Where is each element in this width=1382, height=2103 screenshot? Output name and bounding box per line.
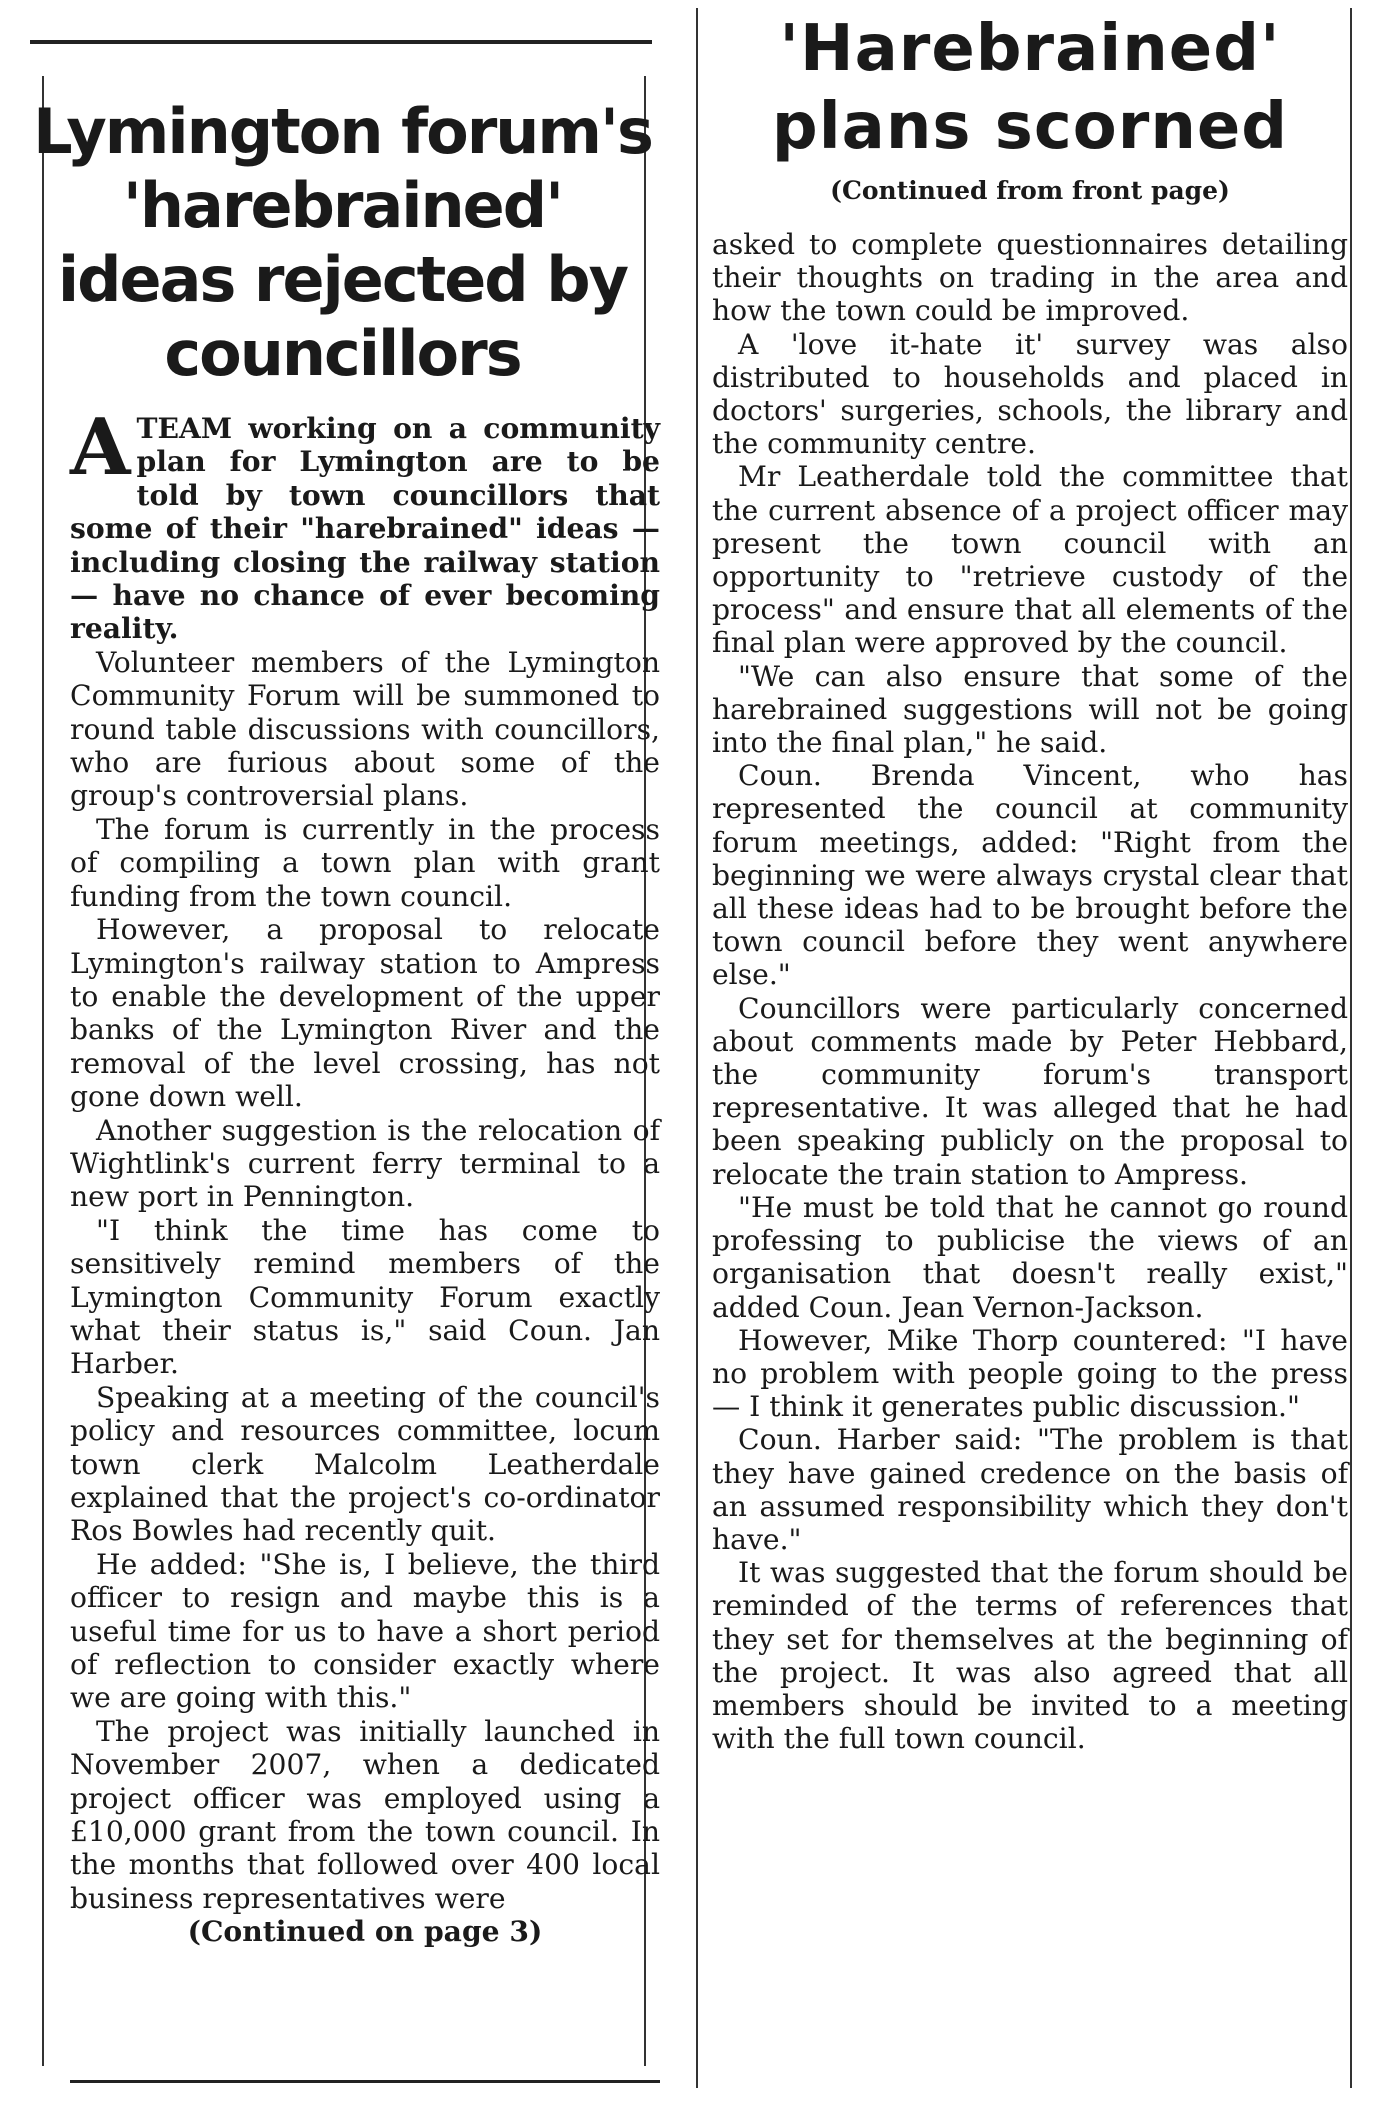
body-paragraph: "He must be told that he cannot go round professing to publicise the views of an organisation that doesn't really exist," added Coun. Jean Vernon-Jackson. xyxy=(712,1190,1348,1324)
lede-text: TEAM working on a community plan for Lymington are to be told by town councillors that some of their "harebrained" ideas — including closing the railway station — have no chance of ever becoming reality. xyxy=(70,412,660,646)
body-paragraph: Mr Leatherdale told the committee that the current absence of a project officer may present the town council with an opportunity to "retrieve custody of the process" and ensure that all elements of the final plan were approved by the council. xyxy=(712,460,1348,660)
left-headline: Lymington forum's 'harebrained' ideas rejected by councillors xyxy=(33,95,652,390)
body-paragraph: "I think the time has come to sensitively remind members of the Lymington Community Forum exactly what their status is," said Coun. Jan Harber. xyxy=(70,1213,660,1381)
right-article xyxy=(690,0,1370,2103)
continued-from-front: (Continued from front page) xyxy=(830,176,1230,205)
right-body xyxy=(712,228,1348,1755)
body-paragraph: A 'love it-hate it' survey was also distributed to households and placed in doctors' surgeries, schools, the library and the community centre. xyxy=(712,327,1348,461)
body-paragraph: "We can also ensure that some of the harebrained suggestions will not be going into the final plan," he said. xyxy=(712,659,1348,760)
body-paragraph: However, a proposal to relocate Lymington's railway station to Ampress to enable the development of the upper banks of the Lymington River and the removal of the level crossing, has not gone down well. xyxy=(70,913,660,1114)
left-body xyxy=(70,402,660,1949)
bottom-rule xyxy=(70,2080,660,2083)
body-paragraph: However, Mike Thorp countered: "I have no problem with people going to the press — I think it generates public discussion." xyxy=(712,1323,1348,1424)
right-headline: 'Harebrained' plans scorned xyxy=(771,12,1289,164)
left-article xyxy=(30,40,660,2090)
continued-on-page: (Continued on page 3) xyxy=(187,1915,543,1949)
lede-paragraph xyxy=(70,402,660,646)
body-paragraph: asked to complete questionnaires detailing their thoughts on trading in the area and how the town could be improved. xyxy=(712,228,1348,328)
body-paragraph: Coun. Brenda Vincent, who has represented the council at community forum meetings, added: "Right from the beginning we were always crystal clear that all these ideas had to be brought before the town council before they went anywhere else." xyxy=(712,759,1348,992)
body-paragraph: He added: "She is, I believe, the third officer to resign and maybe this is a useful time for us to have a short period of reflection to consider exactly where we are going with this." xyxy=(70,1547,660,1715)
body-paragraph: The forum is currently in the process of compiling a town plan with grant funding from the town council. xyxy=(70,812,660,913)
body-paragraph: Volunteer members of the Lymington Community Forum will be summoned to round table discussions with councillors, who are furious about some of the group's controversial plans. xyxy=(70,645,660,813)
body-paragraph: Speaking at a meeting of the council's policy and resources committee, locum town clerk Malcolm Leatherdale explained that the project's co-ordinator Ros Bowles had recently quit. xyxy=(70,1380,660,1548)
body-paragraph: Councillors were particularly concerned about comments made by Peter Hebbard, the community forum's transport representative. It was alleged that he had been speaking publicly on the proposal to relocate the train station to Ampress. xyxy=(712,991,1348,1191)
top-rule xyxy=(30,40,652,44)
body-paragraph: Another suggestion is the relocation of Wightlink's current ferry terminal to a new port in Pennington. xyxy=(70,1113,660,1214)
body-paragraph: Coun. Harber said: "The problem is that they have gained credence on the basis of an assumed responsibility which they don't have." xyxy=(712,1423,1348,1556)
body-paragraph: The project was initially launched in November 2007, when a dedicated project officer was employed using a £10,000 grant from the town council. In the months that followed over 400 local business representatives were xyxy=(70,1714,660,1915)
drop-cap: A xyxy=(70,402,131,493)
body-paragraph: It was suggested that the forum should be reminded of the terms of references that they set for themselves at the beginning of the project. It was also agreed that all members should be invited to a meeting with the full town council. xyxy=(712,1556,1348,1756)
